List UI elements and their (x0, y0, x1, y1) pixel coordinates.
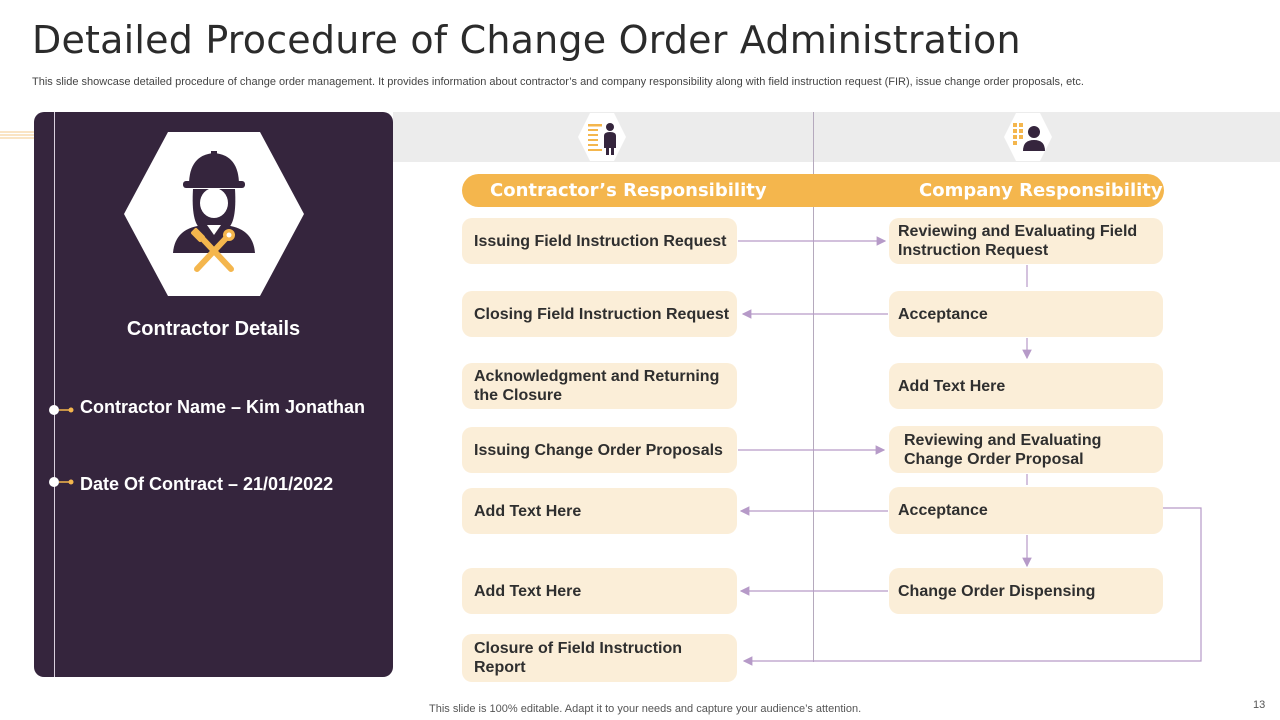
contractor-step: Issuing Change Order Proposals (462, 427, 737, 473)
contractor-name: Contractor Name – Kim Jonathan (80, 397, 366, 417)
contractor-step: Closing Field Instruction Request (462, 291, 737, 337)
company-step: Reviewing and Evaluating Field Instruction Request (889, 218, 1163, 264)
contractor-step: Closure of Field Instruction Report (462, 634, 737, 682)
contractor-step: Acknowledgment and Returning the Closure (462, 363, 737, 409)
contractor-step: Add Text Here (462, 568, 737, 614)
page-number: 13 (1253, 699, 1266, 711)
contractor-details-heading: Contractor Details (126, 318, 301, 340)
company-step: Add Text Here (889, 363, 1163, 409)
company-step: Reviewing and Evaluating Change Order Proposal (889, 426, 1163, 473)
contractor-responsibility-heading: Contractor’s Responsibility (490, 180, 767, 201)
company-responsibility-heading: Company Responsibility (919, 180, 1163, 201)
contract-date: Date Of Contract – 21/01/2022 (80, 474, 334, 494)
contractor-step: Issuing Field Instruction Request (462, 218, 737, 264)
company-step: Acceptance (889, 291, 1163, 337)
contractor-step: Add Text Here (462, 488, 737, 534)
page-subtitle: This slide showcase detailed procedure of change order management. It provides information about contractor’s and company responsibility along with field instruction request (FIR), issue change order proposals, etc. (32, 76, 1084, 88)
footer-note: This slide is 100% editable. Adapt it to your needs and capture your audience’s attention. (429, 703, 862, 715)
company-step: Change Order Dispensing (889, 568, 1163, 614)
company-step: Acceptance (889, 487, 1163, 534)
page-title: Detailed Procedure of Change Order Administration (32, 18, 1021, 62)
